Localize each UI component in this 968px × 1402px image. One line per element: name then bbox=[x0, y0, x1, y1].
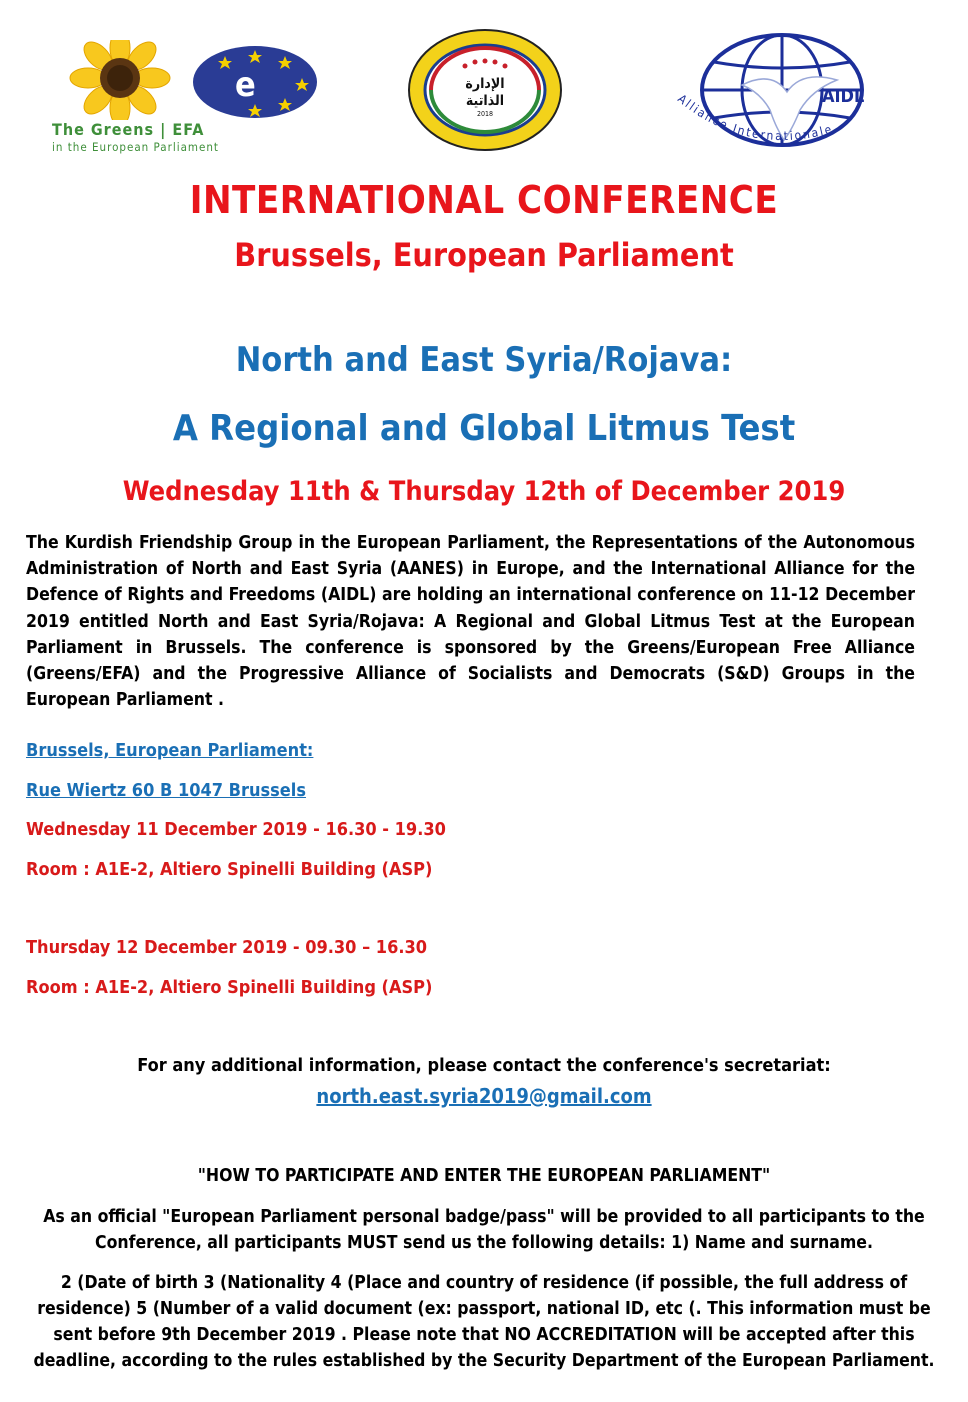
conference-dates: Wednesday 11th & Thursday 12th of December 2019 bbox=[122, 476, 846, 507]
aidl-logo bbox=[672, 30, 912, 160]
conference-title: INTERNATIONAL CONFERENCE bbox=[189, 178, 779, 222]
aidl-subtitle: Alliance Internationale bbox=[675, 91, 835, 144]
main-title-line1: North and East Syria/Rojava: bbox=[235, 340, 733, 380]
svg-text:2018: 2018 bbox=[476, 110, 494, 118]
participation-heading: "HOW TO PARTICIPATE AND ENTER THE EUROPEAN PARLIAMENT" bbox=[197, 1166, 771, 1186]
wednesday-schedule: Wednesday 11 December 2019 - 16.30 - 19.30 bbox=[26, 819, 446, 840]
greens-efa-subtitle: in the European Parliament bbox=[52, 140, 219, 154]
aanes-seal-logo bbox=[405, 28, 565, 153]
svg-text:الإدارة: الإدارة bbox=[465, 76, 505, 92]
sunflower-eu-icon bbox=[30, 40, 330, 120]
thursday-room: Room : A1E-2, Altiero Spinelli Building (ASP) bbox=[26, 977, 433, 998]
greens-efa-logo bbox=[30, 40, 330, 155]
thursday-schedule: Thursday 12 December 2019 - 09.30 – 16.30 bbox=[26, 937, 428, 958]
venue-link[interactable]: Brussels, European Parliament: bbox=[26, 740, 314, 761]
contact-text: For any additional information, please contact the conference's secretariat: bbox=[137, 1055, 831, 1076]
contact-email-link[interactable]: north.east.syria2019@gmail.com bbox=[316, 1084, 652, 1108]
address-link[interactable]: Rue Wiertz 60 B 1047 Brussels bbox=[26, 780, 306, 801]
wednesday-room: Room : A1E-2, Altiero Spinelli Building (ASP) bbox=[26, 859, 433, 880]
participation-paragraph-2: 2 (Date of birth 3 (Nationality 4 (Place and country of residence (if possible, the full address of residence) 5 (Number of a valid document (ex: passport, national ID, etc (. This information must be sent before 9th December 2019 . Please note that NO ACCREDITATION will be accepted after this deadline, according to the rules established by the Security Department of the European Parliament. bbox=[33, 1273, 935, 1371]
greens-efa-name: The Greens | EFA bbox=[52, 120, 205, 139]
svg-text:e: e bbox=[235, 65, 256, 105]
globe-dove-icon bbox=[672, 30, 912, 160]
aanes-seal-icon bbox=[405, 28, 565, 153]
svg-text:الذاتية: الذاتية bbox=[465, 93, 505, 109]
conference-place: Brussels, European Parliament bbox=[234, 236, 734, 274]
participation-paragraph-1: As an official "European Parliament personal badge/pass" will be provided to all participants to the Conference, all participants MUST send us the following details: 1) Name and surname. bbox=[43, 1207, 925, 1253]
main-title-line2: A Regional and Global Litmus Test bbox=[172, 408, 796, 449]
intro-paragraph: The Kurdish Friendship Group in the European Parliament, the Representations of the Autonomous Administration of North and East Syria (AANES) in Europe, and the International Alliance for the Defence of Rights and Freedoms (AIDL) are holding an international conference on 11-12 December 2019 entitled North and East Syria/Rojava: A Regional and Global Litmus Test at the European Parliament in Brussels. The conference is sponsored by the Greens/European Free Alliance (Greens/EFA) and the Progressive Alliance of Socialists and Democrats (S&D) Groups in the European Parliament . bbox=[26, 533, 915, 711]
aidl-name: AIDL bbox=[822, 86, 865, 107]
